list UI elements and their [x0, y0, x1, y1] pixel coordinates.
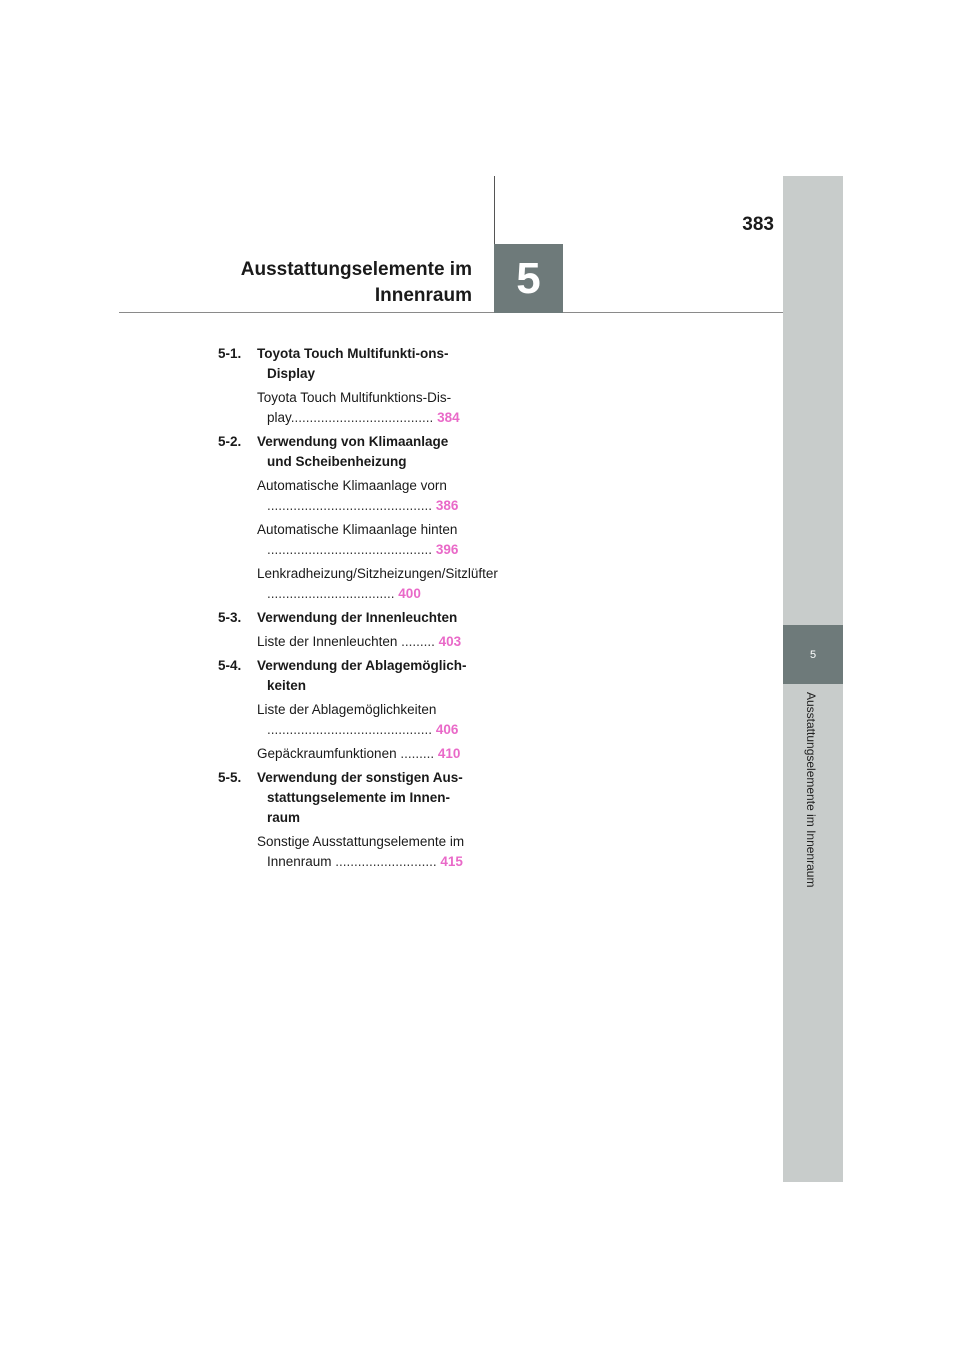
chapter-title: [180, 257, 472, 309]
toc-section-heading[interactable]: [218, 344, 470, 384]
section-title: Verwendung der Innenleuchten: [257, 610, 458, 625]
entry-page-link[interactable]: 386: [435, 498, 459, 513]
entry-leader: .........: [397, 634, 435, 649]
toc-section: [218, 656, 470, 764]
toc-section: [218, 608, 470, 652]
section-number: 5-2.: [218, 434, 242, 449]
toc-entry[interactable]: [257, 744, 470, 764]
entry-page-link[interactable]: 384: [437, 410, 460, 425]
entry-text: Liste der Innenleuchten: [257, 634, 398, 649]
section-number: 5-1.: [218, 346, 242, 361]
section-number: 5-5.: [218, 770, 242, 785]
chapter-title-line1: Ausstattungselemente im: [240, 259, 472, 280]
toc-section-heading[interactable]: [218, 768, 470, 828]
entry-text: Automatische Klimaanlage vorn: [257, 478, 447, 493]
table-of-contents: [218, 344, 498, 876]
entry-text: Toyota Touch Multifunktions-Dis-play: [257, 390, 452, 425]
section-title: Toyota Touch Multifunkti-ons-Display: [257, 346, 449, 381]
entry-text: Lenkradheizung/Sitzheizungen/Sitzlüfter: [257, 566, 498, 581]
entry-page-link[interactable]: 396: [435, 542, 459, 557]
entry-leader: ......................................: [290, 410, 434, 425]
entry-text: Automatische Klimaanlage hinten: [257, 522, 458, 537]
toc-entry[interactable]: [257, 388, 470, 428]
side-tab[interactable]: [783, 176, 843, 1182]
toc-section: [218, 432, 498, 604]
toc-entry[interactable]: [257, 632, 470, 652]
entry-page-link[interactable]: 400: [398, 586, 421, 601]
entry-page-link[interactable]: 403: [438, 634, 462, 649]
header-horizontal-rule: [119, 312, 783, 313]
entry-leader: ............................................: [267, 542, 433, 557]
toc-section-heading[interactable]: [218, 608, 470, 628]
toc-section-heading[interactable]: [218, 432, 470, 472]
entry-text: Sonstige Ausstattungselemente im Innenraum: [257, 834, 465, 869]
entry-leader: ............................................: [267, 498, 433, 513]
section-title: Verwendung der sonstigen Aus-stattungselemente im Innen-raum: [257, 770, 463, 825]
section-number: 5-3.: [218, 610, 242, 625]
toc-entry[interactable]: [257, 564, 498, 604]
entry-leader: .........: [396, 746, 435, 761]
page-number: 383: [742, 214, 774, 235]
entry-page-link[interactable]: 406: [435, 722, 459, 737]
toc-entry[interactable]: [257, 520, 470, 560]
section-title: Verwendung von Klimaanlage und Scheibenheizung: [257, 434, 449, 469]
toc-section: [218, 344, 470, 428]
chapter-number-box: 5: [494, 244, 563, 313]
toc-section: [218, 768, 470, 872]
toc-section-heading[interactable]: [218, 656, 470, 696]
side-tab-number: 5: [783, 625, 843, 684]
entry-leader: ...........................: [331, 854, 437, 869]
entry-leader: ..................................: [267, 586, 395, 601]
entry-text: Gepäckraumfunktionen: [257, 746, 397, 761]
side-tab-label: Ausstattungselemente im Innenraum: [804, 692, 818, 888]
entry-page-link[interactable]: 415: [440, 854, 463, 869]
entry-leader: ............................................: [267, 722, 433, 737]
toc-entry[interactable]: [257, 700, 470, 740]
header-vertical-rule: [494, 176, 495, 244]
chapter-title-line2: Innenraum: [374, 285, 472, 306]
section-title: Verwendung der Ablagemöglich-keiten: [257, 658, 467, 693]
toc-entry[interactable]: [257, 476, 470, 516]
entry-text: Liste der Ablagemöglichkeiten: [257, 702, 437, 717]
entry-page-link[interactable]: 410: [437, 746, 461, 761]
toc-entry[interactable]: [257, 832, 470, 872]
section-number: 5-4.: [218, 658, 242, 673]
